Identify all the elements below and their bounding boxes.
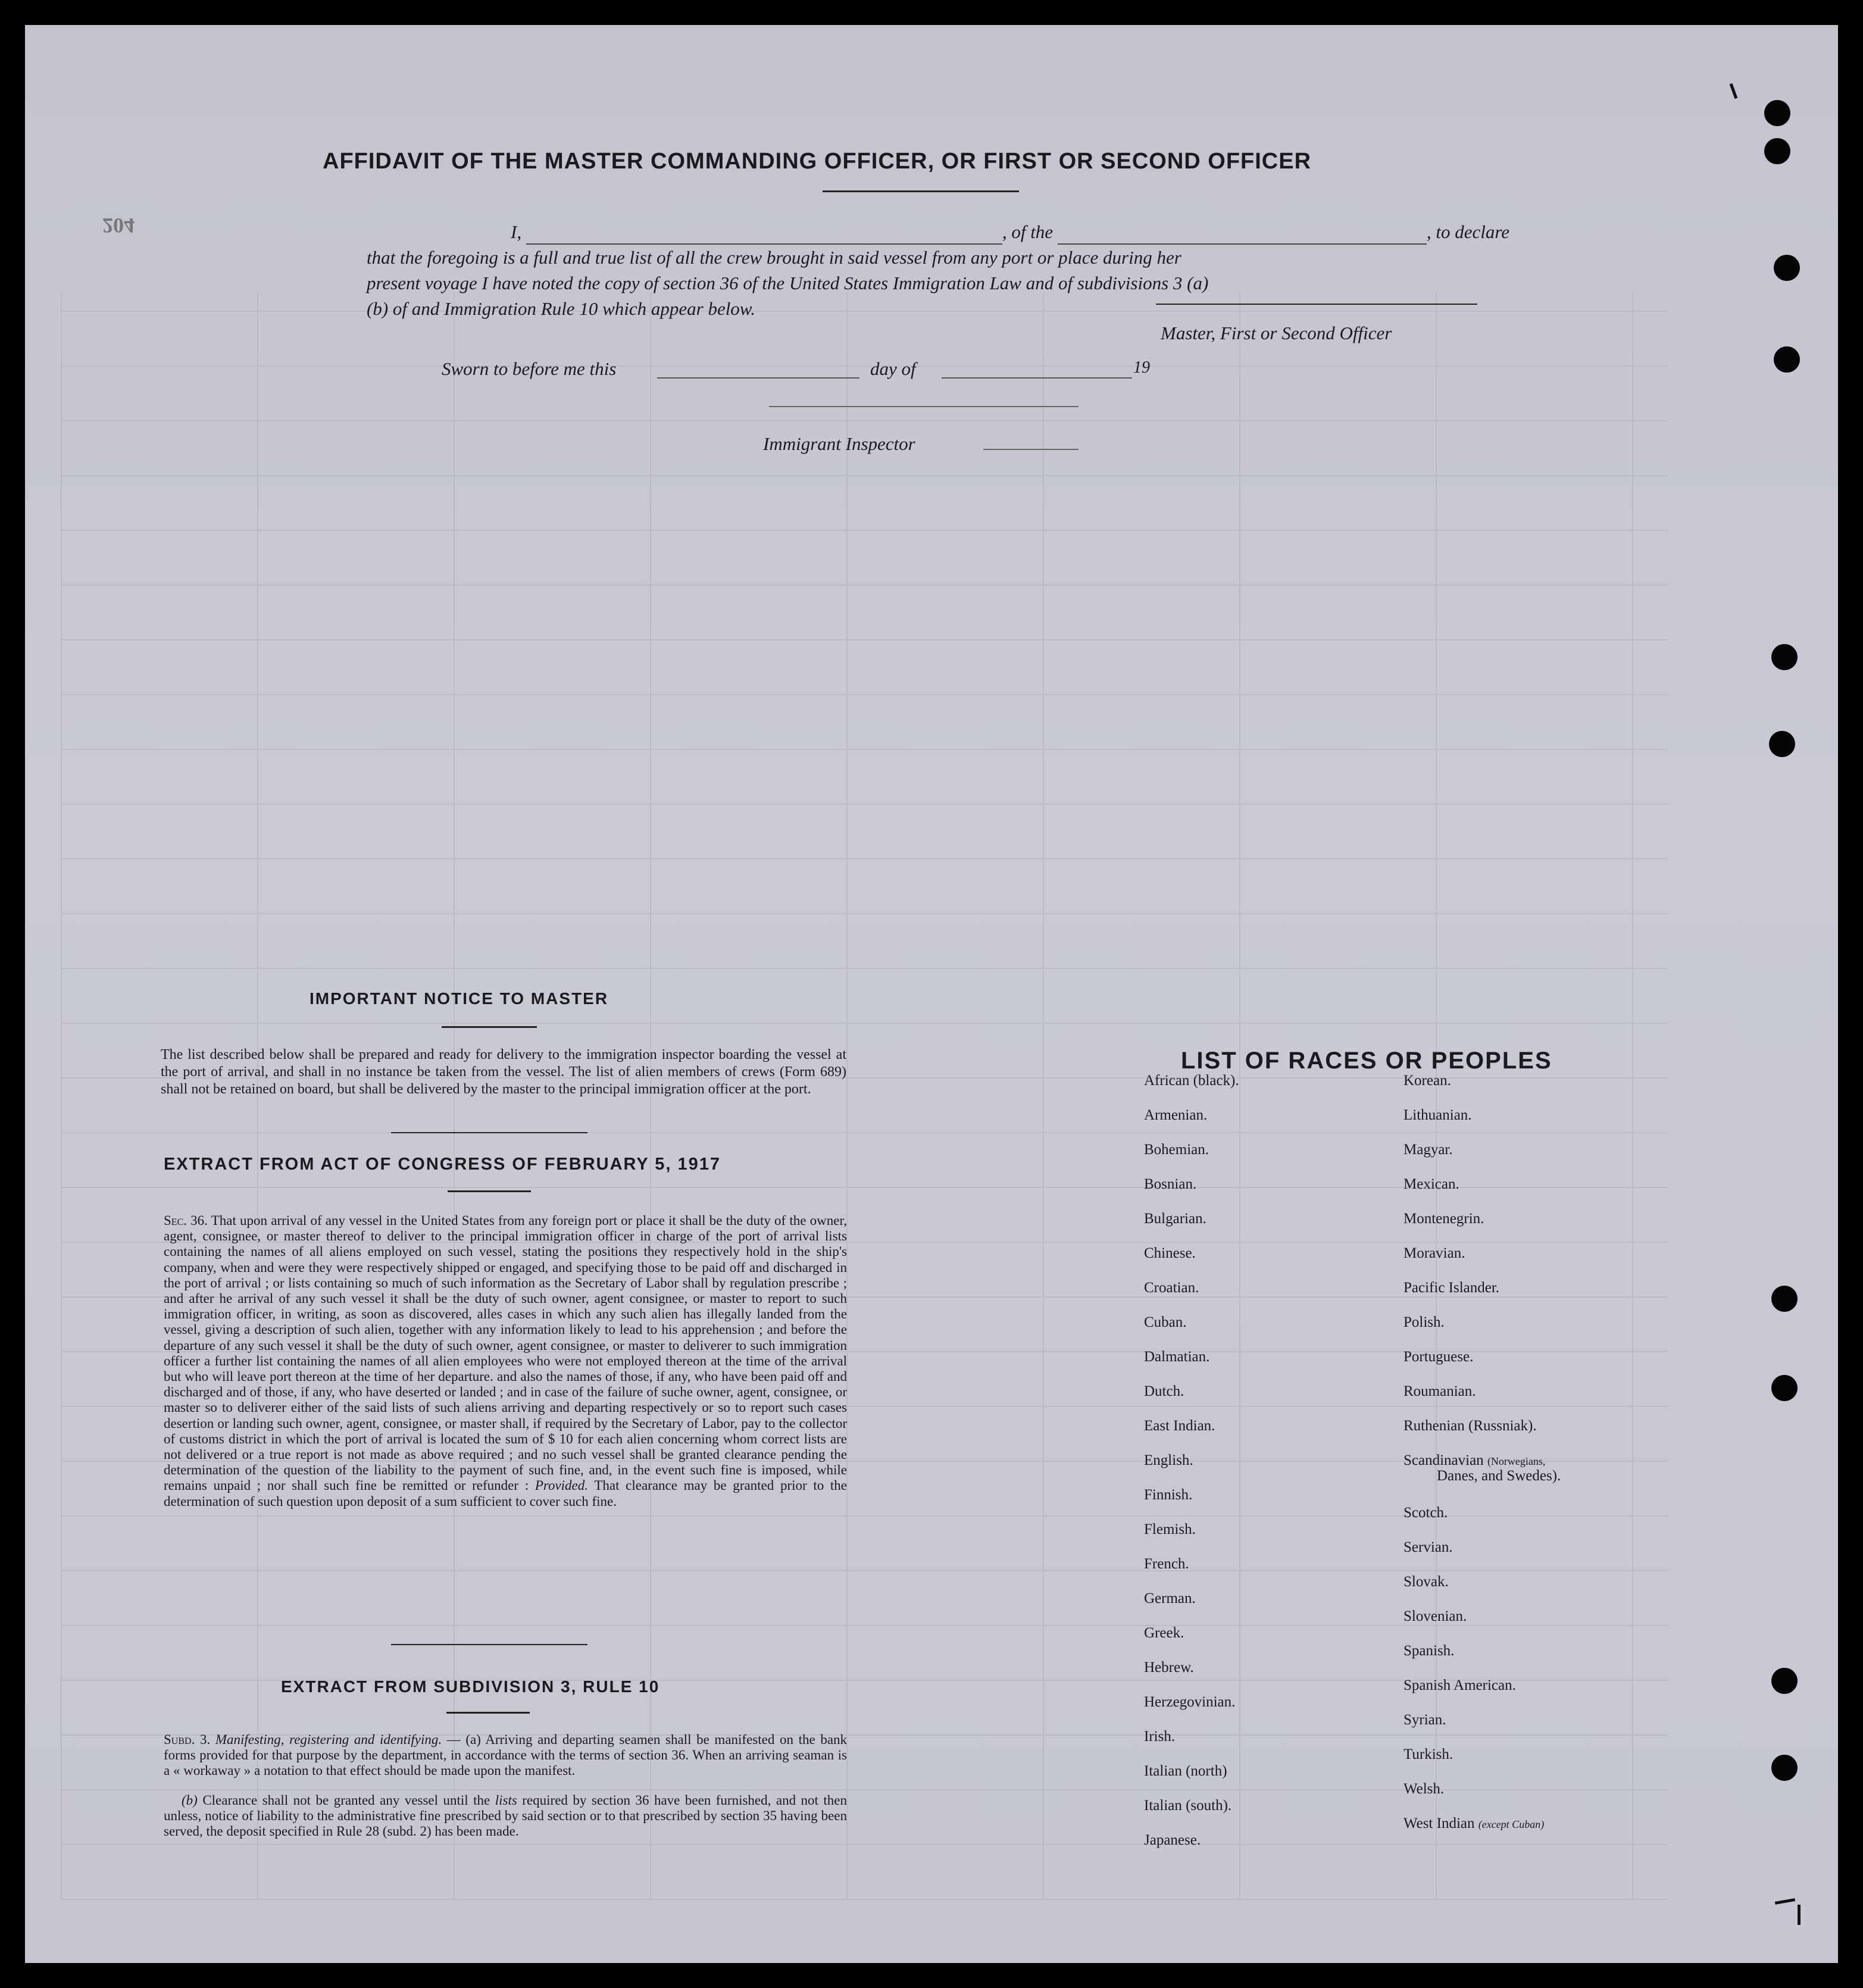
page-number-stamp: 204 xyxy=(102,214,135,237)
race-label: Spanish American. xyxy=(1403,1677,1516,1693)
inspector-line-tail xyxy=(983,449,1079,450)
punch-hole xyxy=(1769,731,1795,757)
rule-b-label: (b) xyxy=(182,1793,198,1808)
race-label: Portuguese. xyxy=(1403,1349,1474,1365)
race-item: Finnish. xyxy=(1144,1487,1193,1503)
race-item xyxy=(1403,1176,1459,1193)
race-item xyxy=(1403,1383,1476,1400)
edge-mark xyxy=(1775,1898,1795,1905)
punch-hole xyxy=(1764,100,1790,126)
punch-hole xyxy=(1774,346,1800,373)
act-heading: EXTRACT FROM ACT OF CONGRESS OF FEBRUARY 5, 1917 xyxy=(164,1155,721,1174)
punch-hole xyxy=(1771,1755,1798,1781)
race-label: Scandinavian xyxy=(1403,1452,1484,1468)
race-label: West Indian xyxy=(1403,1815,1475,1831)
race-item: Japanese. xyxy=(1144,1832,1201,1848)
sworn-day-field[interactable] xyxy=(657,377,859,379)
race-label: Magyar. xyxy=(1403,1142,1453,1158)
officer-signature-line[interactable] xyxy=(1156,304,1477,305)
day-of-label: day of xyxy=(870,358,916,379)
document-page xyxy=(25,25,1838,1963)
punch-hole xyxy=(1764,138,1790,164)
edge-mark xyxy=(1730,83,1738,99)
race-label: Montenegrin. xyxy=(1403,1211,1484,1227)
inspector-label: Immigrant Inspector xyxy=(763,433,915,454)
title-underline xyxy=(823,190,1019,192)
race-item: Dutch. xyxy=(1144,1383,1184,1399)
decl-i: I, xyxy=(511,221,522,242)
rule-subd: Subd. 3. xyxy=(164,1732,211,1747)
race-item xyxy=(1403,1073,1451,1089)
race-item xyxy=(1403,1314,1445,1331)
race-item xyxy=(1403,1418,1537,1434)
race-label: Lithuanian. xyxy=(1403,1107,1472,1123)
race-item: Flemish. xyxy=(1144,1521,1196,1537)
officer-label: Master, First or Second Officer xyxy=(1161,323,1392,343)
race-item: Armenian. xyxy=(1144,1107,1208,1123)
declaration-text xyxy=(367,219,1509,321)
race-item xyxy=(1403,1505,1448,1521)
race-label: Pacific Islander. xyxy=(1403,1280,1500,1296)
race-item xyxy=(1403,1245,1465,1262)
scandinavian-note: (Norwegians, xyxy=(1487,1455,1546,1467)
notice-heading: IMPORTANT NOTICE TO MASTER xyxy=(310,989,609,1008)
race-label: Servian. xyxy=(1403,1539,1453,1555)
punch-hole xyxy=(1771,644,1798,670)
race-item xyxy=(1403,1452,1561,1484)
race-item: French. xyxy=(1144,1556,1189,1572)
sworn-month-field[interactable] xyxy=(942,377,1132,379)
rule-underline xyxy=(446,1712,530,1714)
act-underline xyxy=(448,1190,531,1192)
race-item: German. xyxy=(1144,1590,1196,1606)
race-label: Turkish. xyxy=(1403,1746,1453,1762)
race-item xyxy=(1403,1608,1467,1625)
west-indian-note: (except Cuban) xyxy=(1478,1818,1545,1830)
race-item: Hebrew. xyxy=(1144,1659,1194,1676)
act-body-end: That clearance may be granted prior to the determination of such question upon deposit of a sum sufficient to cover such fine. xyxy=(164,1478,848,1509)
rule-a-body: — (a) Arriving and departing seamen shall be manifested on the bank forms provided for that purpose by the department, in accordance with the terms of section 36. When an arriving seaman is a « workaway » a notation to that effect should be made upon the manifest. xyxy=(164,1732,848,1778)
punch-hole xyxy=(1771,1668,1798,1694)
race-label: Welsh. xyxy=(1403,1781,1445,1797)
race-item: Bosnian. xyxy=(1144,1176,1197,1192)
race-item xyxy=(1403,1142,1453,1158)
race-item xyxy=(1403,1781,1444,1798)
edge-mark xyxy=(1798,1905,1801,1925)
act-divider xyxy=(391,1644,587,1645)
race-item: African (black). xyxy=(1144,1073,1239,1089)
race-item xyxy=(1403,1539,1453,1556)
races-heading: LIST OF RACES OR PEOPLES xyxy=(1181,1048,1552,1074)
race-item: Croatian. xyxy=(1144,1280,1199,1296)
race-item: Dalmatian. xyxy=(1144,1349,1210,1365)
race-item: Italian (south). xyxy=(1144,1798,1232,1814)
race-label: Syrian. xyxy=(1403,1712,1446,1728)
rule-text-b xyxy=(164,1793,847,1839)
sworn-label: Sworn to before me this xyxy=(442,358,617,379)
race-label: Mexican. xyxy=(1403,1176,1459,1192)
race-item: Chinese. xyxy=(1144,1245,1196,1261)
race-label: Spanish. xyxy=(1403,1643,1455,1659)
scandinavian-note-2: Danes, and Swedes). xyxy=(1437,1468,1561,1484)
race-label: Moravian. xyxy=(1403,1245,1465,1261)
race-label: Slovak. xyxy=(1403,1574,1449,1590)
punch-hole xyxy=(1771,1375,1798,1401)
race-item xyxy=(1403,1643,1454,1659)
decl-line3: present voyage I have noted the copy of section 36 of the United States Immigration Law and of subdivisions 3 (a) xyxy=(367,273,1209,293)
punch-hole xyxy=(1774,255,1800,281)
act-body: That upon arrival of any vessel in the United States from any foreign port or place it shall be the duty of the owner, agent, consignee, or master thereof to deliver to the principal immigration officer in charge of the port of arrival lists containing the names of all aliens employed on such vessel, stating the positions they respectively hold in the ship's company, when and were they were respectively shipped or engaged, and specifying those to be paid off and discharged in the port of arrival ; or lists containing so much of such information as the Secretary of Labor shall by regulation prescribe ; and after he arrival of any such vessel it shall be the duty of such owner, agent consignee, or master to report to such immigration officer, in writing, as soon as discovered, alles cases in which any such alien has illegally landed from the vessel, giving a description of such alien, together with any information likely to lead to his apprehension ; and before the departure of any such vessel it shall be the duty of such owner, agent consignee, or master to deliverer to such immigration officer a further list containing the names of all alien employees who were not employed thereon at the time of the arrival but who will leave port thereon at the time of her departure. and also the names of those, if any, who have been paid off and discharged and of those, if any, who have deserted or landed ; and in case of the failure of suche owner, agent, consignee, or master so to deliverer either of the said lists of such aliens arriving and departing respectively or so to report such cases desertion or landing such owner, agent, consignee, or master shall, if required by the Secretary of Labor, pay to the collector of customs district in which the port of arrival is located the sum of $ 10 for each alien concerning whom correct lists are not delivered or a true report is not made as above required ; and no such vessel shall be granted clearance pending the determination of the question of the liability to the payment of such fine, and, in the event such fine is imposed, while remains unpaid ; nor shall such fine be remitted or refunder : xyxy=(164,1213,847,1493)
act-provided: Provided. xyxy=(534,1478,589,1493)
notice-underline xyxy=(442,1026,537,1028)
decl-line2: that the foregoing is a full and true list of all the crew brought in said vessel from any port or place during her xyxy=(367,247,1181,268)
decl-of-the: , of the xyxy=(1002,221,1054,242)
race-item xyxy=(1403,1349,1473,1365)
race-label: Roumanian. xyxy=(1403,1383,1476,1399)
race-item: Greek. xyxy=(1144,1625,1184,1641)
race-item xyxy=(1403,1574,1449,1590)
notice-divider xyxy=(391,1132,587,1133)
punch-hole xyxy=(1771,1286,1798,1312)
race-item: Cuban. xyxy=(1144,1314,1187,1330)
rule-heading: EXTRACT FROM SUBDIVISION 3, RULE 10 xyxy=(281,1677,660,1696)
rule-b-body2: required by section 36 have been furnished, and not then unless, notice of liability to the administrative fine prescribed by said section or to that prescribed by section 35 having been served, the deposit specified in Rule 28 (subd. 2) has been made. xyxy=(164,1793,848,1839)
race-label: Slovenian. xyxy=(1403,1608,1467,1624)
rule-italic-head: Manifesting, registering and identifying. xyxy=(215,1732,442,1747)
race-item xyxy=(1403,1107,1472,1124)
race-item: Bohemian. xyxy=(1144,1142,1209,1158)
act-text xyxy=(164,1213,847,1509)
race-item: English. xyxy=(1144,1452,1193,1468)
race-label: Korean. xyxy=(1403,1073,1451,1089)
rule-text-a xyxy=(164,1732,847,1778)
race-item xyxy=(1403,1280,1499,1296)
race-item xyxy=(1403,1211,1484,1227)
rule-b-lists: lists xyxy=(495,1793,517,1808)
affidavit-title: AFFIDAVIT OF THE MASTER COMMANDING OFFICER, OR FIRST OR SECOND OFFICER xyxy=(323,149,1312,174)
race-label: Polish. xyxy=(1403,1314,1445,1330)
race-item: Bulgarian. xyxy=(1144,1211,1206,1227)
notice-text: The list described below shall be prepared and ready for delivery to the immigration inspector boarding the vessel at the port of arrival, and shall in no instance be taken from the vessel. The list of alien members of crews (Form 689) shall not be retained on board, but shall be delivered by the master to the principal immigration officer at the port. xyxy=(161,1047,846,1097)
inspector-signature-line[interactable] xyxy=(769,406,1079,407)
decl-to-declare: , to declare xyxy=(1426,221,1509,242)
race-label: Ruthenian (Russniak). xyxy=(1403,1418,1537,1434)
year-label: 19 xyxy=(1133,358,1150,377)
race-item: Irish. xyxy=(1144,1728,1176,1745)
race-item: Herzegovinian. xyxy=(1144,1694,1236,1710)
race-item xyxy=(1403,1815,1544,1832)
act-sec: Sec. 36. xyxy=(164,1213,208,1228)
race-item xyxy=(1403,1677,1516,1694)
race-item: East Indian. xyxy=(1144,1418,1215,1434)
rule-b-body1: Clearance shall not be granted any vessel until the xyxy=(202,1793,490,1808)
decl-line4: (b) of and Immigration Rule 10 which appear below. xyxy=(367,298,755,319)
race-item xyxy=(1403,1712,1446,1728)
race-item: Italian (north) xyxy=(1144,1763,1227,1779)
race-item xyxy=(1403,1746,1453,1763)
race-label: Scotch. xyxy=(1403,1505,1448,1521)
